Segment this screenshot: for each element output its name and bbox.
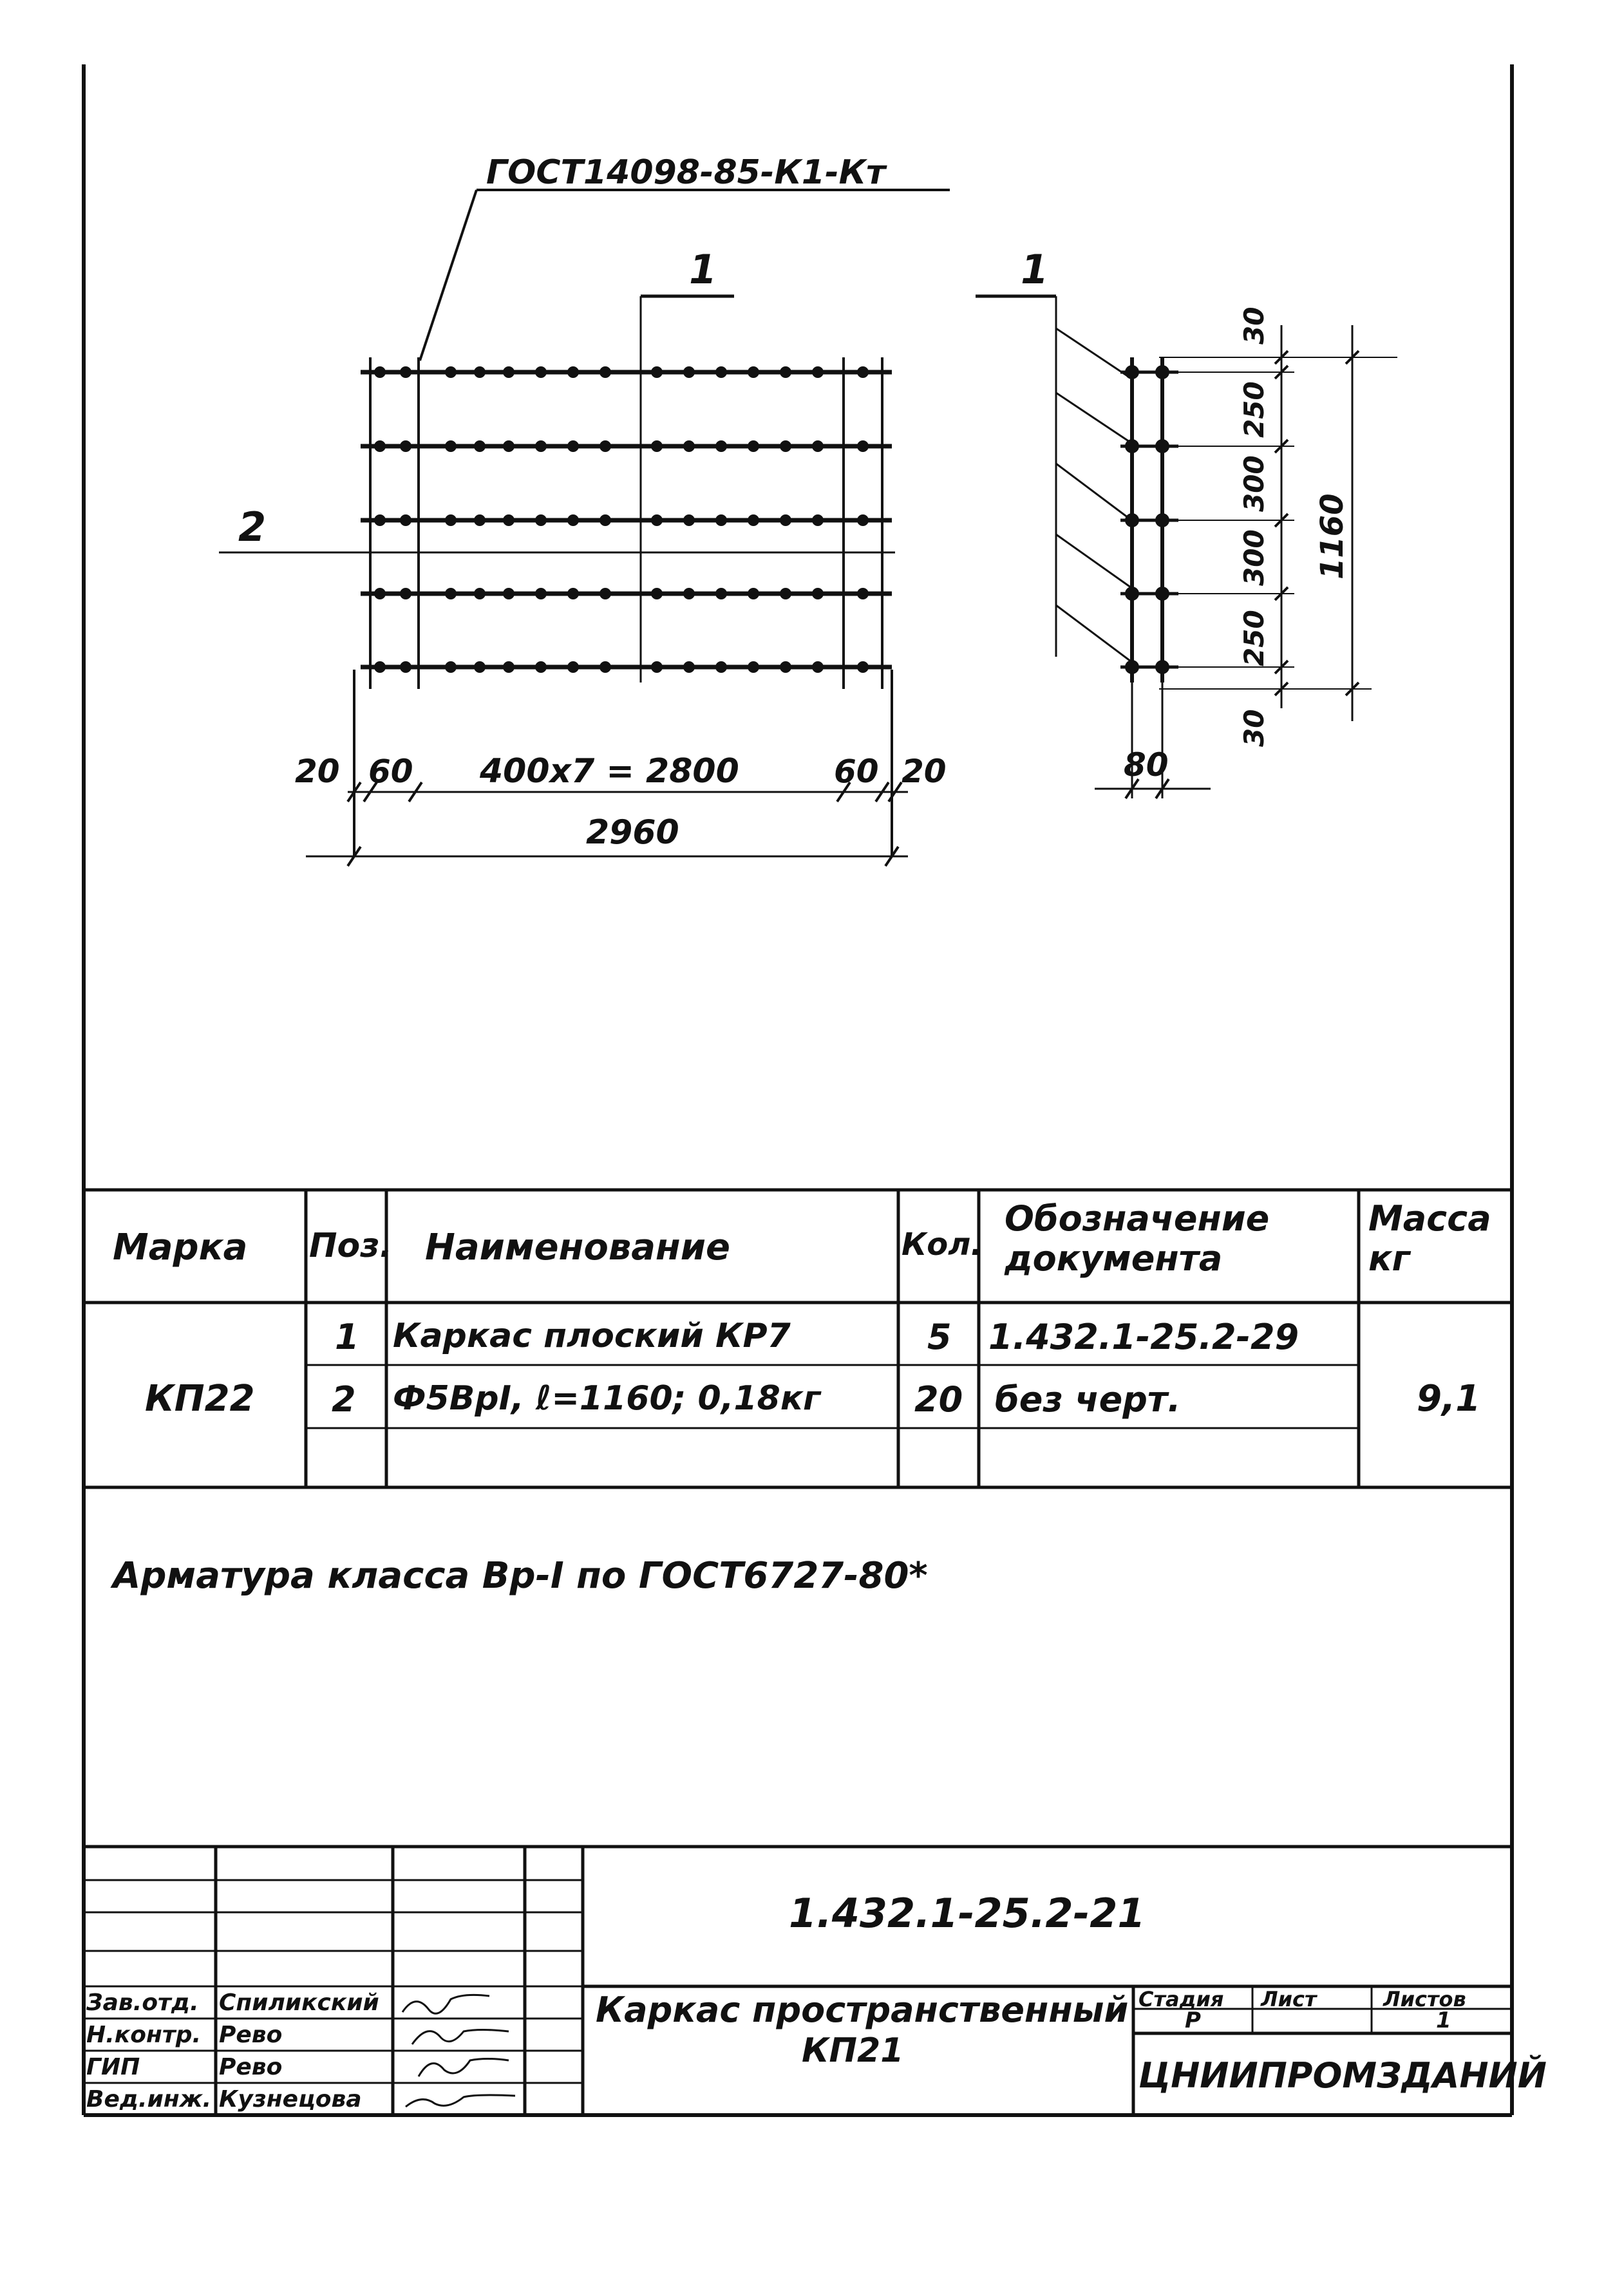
- sheet-label: Лист: [1261, 1987, 1317, 2011]
- document-subtitle: КП21: [802, 2031, 904, 2070]
- stage-value: Р: [1185, 2008, 1201, 2033]
- dim-250-top: 250: [1238, 381, 1270, 438]
- table-row-2-qty: 20: [914, 1379, 963, 1420]
- stage-label: Стадия: [1138, 1987, 1224, 2011]
- table-row-1-name: Каркас плоский КР7: [393, 1317, 791, 1355]
- document-code: 1.432.1-25.2-21: [789, 1890, 1146, 1937]
- dim-20-left: 20: [295, 753, 340, 790]
- staff-name-4: Кузнецова: [219, 2086, 362, 2113]
- dim-30-bottom: 30: [1238, 709, 1270, 747]
- table-row-1-doc: 1.432.1-25.2-29: [988, 1317, 1299, 1357]
- dim-300-2: 300: [1238, 529, 1270, 586]
- dim-250-bottom: 250: [1238, 610, 1270, 666]
- table-header-doc: Обозначение документа: [1005, 1198, 1270, 1279]
- dim-60-left: 60: [368, 753, 413, 790]
- table-row-2-doc: без черт.: [995, 1379, 1181, 1420]
- staff-role-4: Вед.инж.: [86, 2086, 212, 2113]
- table-header-mark: Марка: [113, 1227, 248, 1268]
- table-header-mass: Масса кг: [1368, 1198, 1491, 1279]
- dim-width: 80: [1124, 746, 1169, 784]
- table-header-qty: Кол.: [902, 1227, 983, 1263]
- staff-role-1: Зав.отд.: [86, 1990, 199, 2016]
- table-row-2-name: Ф5ВрI, ℓ=1160; 0,18кг: [393, 1379, 821, 1418]
- table-row-1-pos: 1: [335, 1317, 359, 1357]
- staff-name-3: Рево: [219, 2054, 283, 2080]
- document-title: Каркас пространственный: [596, 1990, 1129, 2030]
- dim-20-right: 20: [902, 753, 947, 790]
- gost-callout: ГОСТ14098-85-К1-Кт: [486, 153, 886, 192]
- table-mass-value: 9,1: [1417, 1378, 1481, 1420]
- sheets-value: 1: [1436, 2008, 1451, 2033]
- sheets-label: Листов: [1383, 1987, 1466, 2011]
- organization-name: ЦНИИПРОМЗДАНИЙ: [1138, 2055, 1547, 2096]
- table-mark-value: КП22: [145, 1378, 255, 1420]
- reinforcement-note: Арматура класса Вр-I по ГОСТ6727-80*: [113, 1555, 928, 1597]
- dim-height: 1160: [1314, 493, 1350, 579]
- dim-300-1: 300: [1238, 455, 1270, 512]
- dim-total: 2960: [586, 813, 679, 852]
- table-row-2-pos: 2: [332, 1379, 356, 1420]
- table-header-pos: Поз.: [309, 1227, 393, 1265]
- staff-name-2: Рево: [219, 2022, 283, 2048]
- staff-role-3: ГИП: [86, 2054, 140, 2080]
- staff-name-1: Спиликский: [219, 1990, 379, 2016]
- dim-30-top: 30: [1238, 306, 1270, 344]
- section-mark-left: 2: [238, 504, 267, 551]
- section-mark-top: 1: [689, 246, 717, 293]
- dim-span: 400х7 = 2800: [480, 752, 739, 791]
- staff-role-2: Н.контр.: [86, 2022, 202, 2048]
- table-row-1-qty: 5: [927, 1317, 952, 1357]
- table-header-name: Наименование: [425, 1227, 730, 1268]
- dim-60-right: 60: [834, 753, 879, 790]
- section-mark-right: 1: [1021, 246, 1049, 293]
